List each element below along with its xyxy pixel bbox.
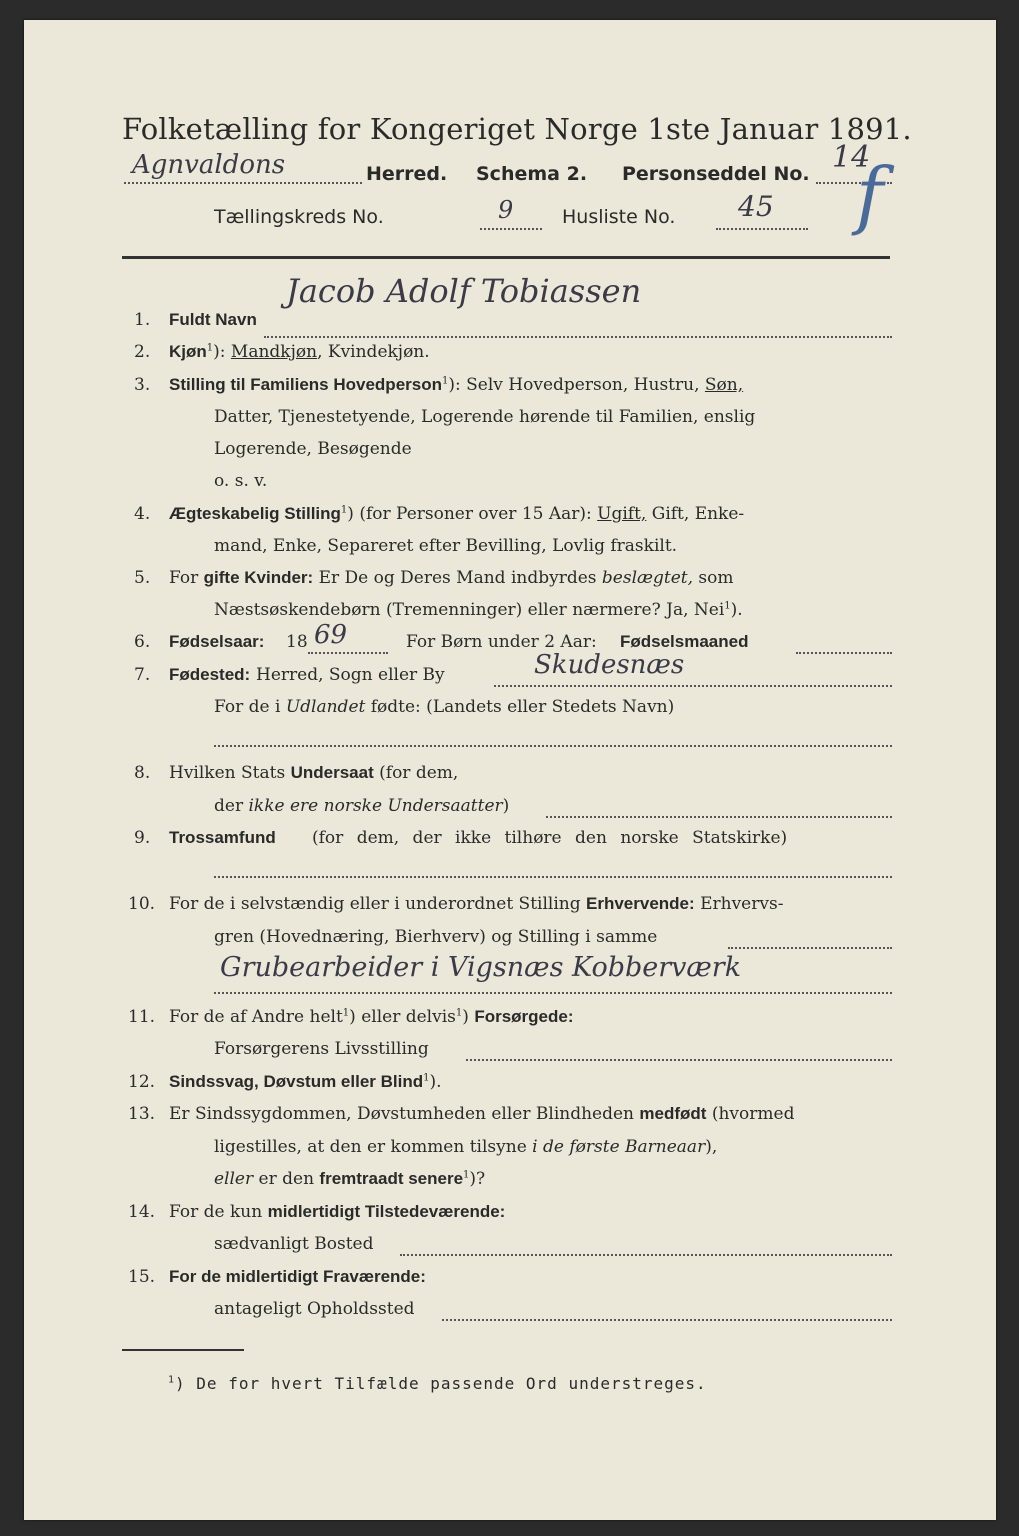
- q13-line3-c: )?: [469, 1169, 486, 1189]
- q10-line1-a: For de i selvstændig eller i underordnet Stilling: [169, 894, 587, 914]
- q11-sup-b: 1: [455, 1007, 463, 1019]
- q13-line2-italic: i de første Barneaar: [532, 1137, 706, 1157]
- q7-dots2: [214, 745, 892, 747]
- q14-line2: sædvanligt Bosted: [214, 1234, 374, 1254]
- q8-line2-italic: ikke ere norske Undersaatter: [248, 796, 503, 816]
- q8-label: Undersaat: [290, 763, 374, 782]
- q7-line2: [214, 697, 674, 717]
- q15-line1: For de midlertidigt Fraværende:: [169, 1267, 426, 1286]
- q4-text-end: Gift, Enke-: [646, 504, 745, 524]
- q11-num: 11.: [128, 1007, 156, 1027]
- q5-num: 5.: [134, 568, 151, 588]
- q14-dots: [400, 1254, 892, 1256]
- q13-line3-italic: eller: [214, 1169, 254, 1189]
- personseddel-value: 14: [832, 140, 871, 175]
- q6-text: For Børn under 2 Aar:: [406, 632, 597, 652]
- q3-line1: [169, 375, 743, 395]
- q13-label: medfødt: [639, 1104, 707, 1123]
- q8-dots: [546, 816, 892, 818]
- q4-line2: mand, Enke, Separeret efter Bevilling, Lovlig fraskilt.: [214, 536, 678, 556]
- q8-line2-a: der: [214, 796, 249, 816]
- q7-text: Herred, Sogn eller By: [256, 665, 445, 685]
- q2-selected-option: Mandkjøn: [230, 342, 318, 362]
- q3-num: 3.: [134, 375, 151, 395]
- q10-answer: Grubearbeider i Vigsnæs Kobberværk: [220, 952, 742, 983]
- q9-text: (for dem, der ikke tilhøre den norske Statskirke): [312, 828, 788, 848]
- herred-value: Agnvaldons: [132, 150, 286, 180]
- q7-dots: [494, 685, 892, 687]
- q13-line3: [214, 1169, 485, 1189]
- q3-text: ): Selv Hovedperson, Hustru,: [448, 375, 705, 395]
- q11-line1: [169, 1007, 574, 1027]
- husliste-value: 45: [738, 190, 774, 223]
- footnote-text: ) De for hvert Tilfælde passende Ord understreges.: [175, 1374, 707, 1393]
- q1-dots: [264, 336, 892, 338]
- q2-sup: 1: [206, 342, 214, 354]
- q5-text-c: Er De og Deres Mand indbyrdes: [313, 568, 602, 588]
- q13-line3-label: fremtraadt senere: [319, 1169, 464, 1188]
- q6-year-dots: [308, 652, 388, 654]
- husliste-label: Husliste No.: [562, 206, 676, 228]
- q11-sup-a: 1: [342, 1007, 350, 1019]
- q12-label: Sindssvag, Døvstum eller Blind: [169, 1072, 424, 1091]
- q5-text-d: som: [693, 568, 734, 588]
- taellingskreds-label: Tællingskreds No.: [214, 206, 384, 228]
- q11-line2: Forsørgerens Livsstilling: [214, 1039, 429, 1059]
- q11-line1-a: For de af Andre helt: [169, 1007, 343, 1027]
- q5-text-a: For: [169, 568, 204, 588]
- q12-num: 12.: [128, 1072, 156, 1092]
- q8-line2: [214, 796, 509, 816]
- q2-line: [169, 342, 430, 362]
- q5-line2-end: ).: [730, 600, 743, 620]
- q8-line1-c: (for dem,: [373, 763, 459, 783]
- q12-end: ).: [429, 1072, 442, 1092]
- q7-answer: Skudesnæs: [534, 650, 685, 680]
- q8-line1: [169, 763, 458, 783]
- q7-label: Fødested:: [169, 665, 251, 684]
- q8-num: 8.: [134, 763, 151, 783]
- q10-num: 10.: [128, 894, 156, 914]
- margin-mark: f: [856, 152, 884, 238]
- schema-label: Schema 2.: [476, 163, 588, 185]
- q13-line3-a: er den: [253, 1169, 320, 1189]
- q5-italic: beslægtet,: [601, 568, 693, 588]
- q14-line1-a: For de kun: [169, 1202, 268, 1222]
- q5-label: gifte Kvinder:: [203, 568, 314, 587]
- footnote-rule: [122, 1349, 244, 1351]
- q13-line1: [169, 1104, 794, 1124]
- q6-num: 6.: [134, 632, 151, 652]
- q8-line1-a: Hvilken Stats: [169, 763, 291, 783]
- q1-num: 1.: [134, 310, 151, 330]
- q5-line1: [169, 568, 733, 588]
- q6-label2: Fødselsmaaned: [620, 632, 749, 651]
- q7-line2-b: fødte: (Landets eller Stedets Navn): [365, 697, 675, 717]
- q10-label: Erhvervende:: [586, 894, 695, 913]
- herred-label: Herred.: [366, 163, 448, 185]
- q10-line2: gren (Hovednæring, Bierhverv) og Stilling i samme: [214, 927, 658, 947]
- q5-sup: 1: [724, 600, 731, 612]
- q4-selected-option: Ugift,: [597, 504, 647, 524]
- q13-line2-b: ),: [705, 1137, 718, 1157]
- q15-dots: [442, 1319, 892, 1321]
- q2-label: Kjøn: [169, 342, 207, 361]
- q3-line3: Logerende, Besøgende: [214, 439, 412, 459]
- q2-text: ):: [213, 342, 231, 362]
- q10-line1: [169, 894, 783, 914]
- q1-answer: Jacob Adolf Tobiassen: [286, 272, 642, 310]
- q14-label: midlertidigt Tilstedeværende:: [267, 1202, 506, 1221]
- q7-num: 7.: [134, 665, 151, 685]
- q13-line2-a: ligestilles, at den er kommen tilsyne: [214, 1137, 533, 1157]
- q9-label: Trossamfund: [169, 828, 276, 847]
- q5-line2: [214, 600, 743, 620]
- census-form-page: [24, 20, 996, 1520]
- q6-year-prefix: 18: [286, 632, 308, 652]
- q4-text: ) (for Personer over 15 Aar):: [347, 504, 598, 524]
- taellingskreds-value: 9: [498, 196, 514, 224]
- q3-line2: Datter, Tjenestetyende, Logerende hørende til Familien, enslig: [214, 407, 756, 427]
- q4-num: 4.: [134, 504, 151, 524]
- q13-line2: [214, 1137, 717, 1157]
- q11-line1-c: ): [462, 1007, 475, 1027]
- q4-line1: [169, 504, 744, 524]
- q13-line1-a: Er Sindssygdommen, Døvstumheden eller Blindheden: [169, 1104, 640, 1124]
- taellingskreds-dots: [480, 228, 542, 230]
- q12-sup: 1: [423, 1072, 430, 1084]
- q15-num: 15.: [128, 1267, 156, 1287]
- personseddel-label: Personseddel No.: [622, 163, 810, 185]
- q9-num: 9.: [134, 828, 151, 848]
- q3-sup: 1: [442, 375, 449, 387]
- husliste-dots: [716, 228, 808, 230]
- q10-dots2: [214, 992, 892, 994]
- q3-selected-option: Søn,: [704, 375, 744, 395]
- q11-label: Forsørgede:: [474, 1007, 574, 1026]
- q6-label: Fødselsaar:: [169, 632, 265, 651]
- q2-option: , Kvindekjøn.: [317, 342, 430, 362]
- q10-line1-c: Erhvervs-: [694, 894, 784, 914]
- q7-line2-a: For de i: [214, 697, 286, 717]
- q14-line1: [169, 1202, 505, 1222]
- form-title: Folketælling for Kongeriget Norge 1ste Januar 1891.: [122, 112, 912, 146]
- q2-num: 2.: [134, 342, 151, 362]
- q1-label: Fuldt Navn: [169, 310, 257, 329]
- q12-line: [169, 1072, 442, 1092]
- footnote-sup: 1: [168, 1374, 176, 1386]
- footnote: [168, 1374, 707, 1393]
- q3-line4: o. s. v.: [214, 471, 268, 491]
- q14-num: 14.: [128, 1202, 156, 1222]
- q15-line2: antageligt Opholdssted: [214, 1299, 415, 1319]
- q5-line2-text: Næstsøskendebørn (Tremenninger) eller nærmere? Ja, Nei: [214, 600, 725, 620]
- q13-num: 13.: [128, 1104, 156, 1124]
- q11-line1-b: ) eller delvis: [349, 1007, 456, 1027]
- herred-dots: [124, 182, 362, 184]
- q13-sup: 1: [463, 1169, 470, 1181]
- q7-line2-italic: Udlandet: [285, 697, 366, 717]
- q3-label: Stilling til Familiens Hovedperson: [169, 375, 442, 394]
- q9-dots: [214, 876, 892, 878]
- q11-dots: [466, 1059, 892, 1061]
- header-rule: [122, 256, 890, 259]
- q4-sup: 1: [340, 504, 348, 516]
- q10-dots: [728, 947, 892, 949]
- q4-label: Ægteskabelig Stilling: [169, 504, 341, 523]
- q8-line2-b: ): [502, 796, 510, 816]
- q6-dots: [796, 652, 892, 654]
- q13-line1-c: (hvormed: [706, 1104, 795, 1124]
- q6-year-value: 69: [314, 620, 348, 650]
